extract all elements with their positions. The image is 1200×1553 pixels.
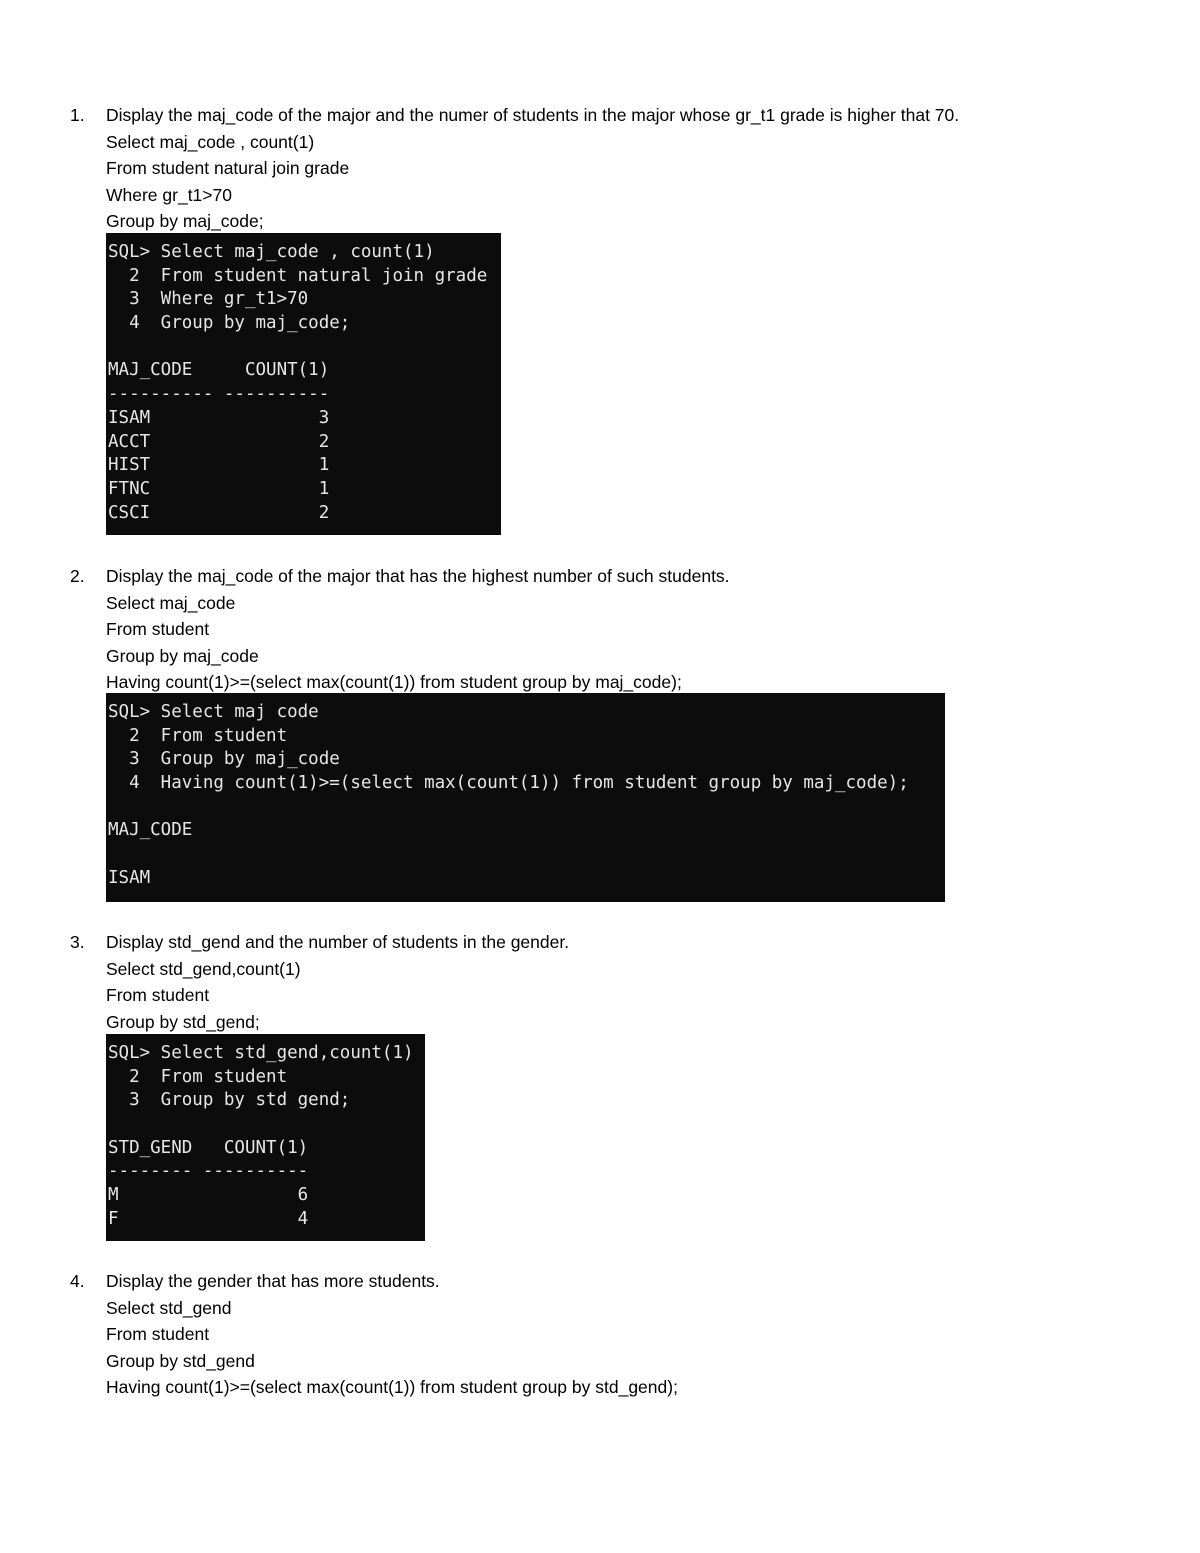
question-text	[106, 102, 959, 235]
console-line: ISAM	[108, 867, 151, 888]
console-screenshot-3	[106, 1034, 425, 1241]
console-line	[106, 1113, 425, 1137]
sql-line: Select std_gend	[106, 1297, 232, 1318]
console-line: F 4	[108, 1208, 309, 1229]
question-text	[106, 563, 730, 696]
console-line: 3 Group by std gend;	[108, 1090, 351, 1111]
console-line: CSCI 2	[108, 502, 330, 523]
sql-line: From student	[106, 985, 210, 1005]
sql-line: Group by std_gend	[106, 1350, 255, 1371]
question-prompt: Display std_gend and the number of students in the gender.	[106, 932, 570, 952]
console-line: 4 Having count(1)>=(select max(count(1)) from student group by maj_code);	[108, 773, 909, 794]
console-line: MAJ_CODE COUNT(1)	[108, 360, 330, 381]
sql-line: From student	[106, 1324, 210, 1344]
sql-line: From student natural join grade	[106, 158, 350, 178]
sql-line: Group by maj_code;	[106, 211, 264, 231]
console-line: SQL> Select maj_code , count(1)	[108, 242, 435, 262]
sql-line: Where gr_t1>70	[106, 184, 232, 205]
console-screenshot-2	[106, 693, 945, 902]
sql-line: From student	[106, 619, 210, 639]
question-prompt: Display the gender that has more students.	[106, 1271, 440, 1291]
console-line	[106, 336, 501, 360]
console-line: 4 Group by maj_code;	[108, 313, 351, 334]
console-line: M 6	[108, 1185, 309, 1206]
question-number: 3.	[70, 932, 85, 952]
console-line: 3 Where gr_t1>70	[108, 289, 309, 310]
question-number: 4.	[70, 1271, 85, 1291]
console-line	[106, 796, 945, 820]
console-line: SQL> Select std_gend,count(1)	[108, 1043, 414, 1063]
sql-line: Group by std_gend;	[106, 1011, 260, 1032]
sql-line: Select std_gend,count(1)	[106, 958, 301, 979]
console-line: HIST 1	[108, 455, 330, 476]
console-line: ---------- ----------	[108, 384, 330, 405]
sql-line: Having count(1)>=(select max(count(1)) from student group by maj_code);	[106, 672, 682, 692]
console-line: 2 From student	[108, 725, 288, 746]
sql-line: Having count(1)>=(select max(count(1)) from student group by std_gend);	[106, 1377, 678, 1397]
console-line: 3 Group by maj_code	[108, 749, 340, 770]
console-line: ACCT 2	[108, 431, 330, 452]
question-number: 2.	[70, 566, 85, 586]
question-prompt: Display the maj_code of the major that has the highest number of such students.	[106, 566, 730, 586]
sql-line: Group by maj_code	[106, 645, 259, 666]
console-line: -------- ----------	[108, 1161, 309, 1182]
question-text	[106, 1268, 678, 1401]
console-line: MAJ_CODE	[108, 820, 193, 841]
console-line: SQL> Select maj code	[108, 702, 319, 722]
console-screenshot-1	[106, 233, 501, 535]
console-line: 2 From student	[108, 1066, 288, 1087]
question-number: 1.	[70, 105, 85, 125]
console-line	[106, 843, 945, 867]
question-text	[106, 929, 569, 1035]
console-line: FTNC 1	[108, 478, 330, 499]
question-prompt: Display the maj_code of the major and the numer of students in the major whose gr_t1 grade is higher that 70.	[106, 105, 960, 125]
sql-line: Select maj_code	[106, 592, 236, 613]
console-line: ISAM 3	[108, 407, 330, 428]
console-line: STD_GEND COUNT(1)	[108, 1137, 309, 1158]
sql-line: Select maj_code , count(1)	[106, 131, 315, 152]
console-line: 2 From student natural join grade	[108, 265, 488, 286]
